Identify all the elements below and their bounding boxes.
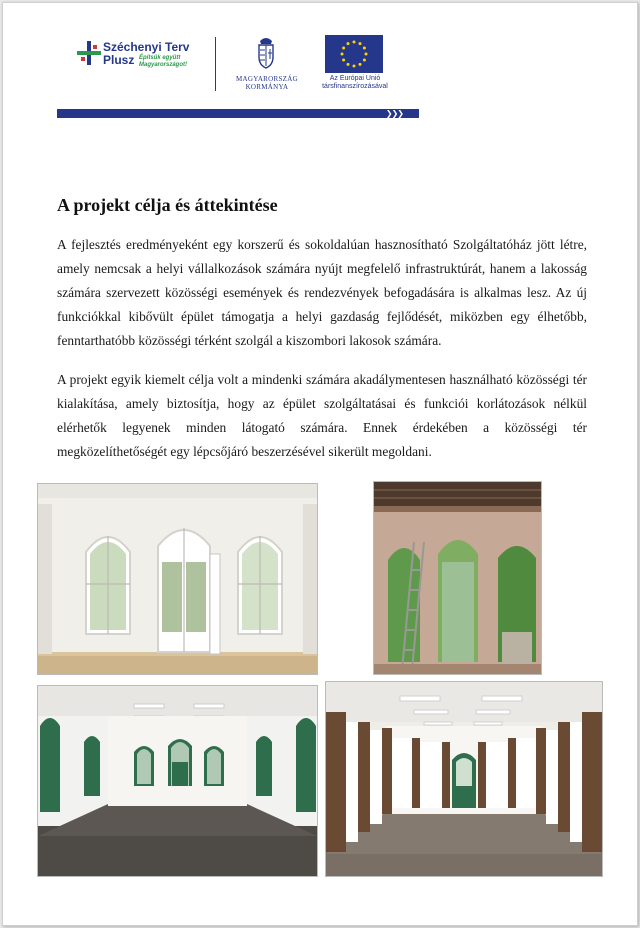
- photo-construction: [373, 481, 542, 675]
- photo-hall-curtains: [325, 681, 603, 877]
- paragraph-accessibility: A projekt egyik kiemelt célja volt a mindenki számára akadálymentesen használható közösségi tér kialakítása, amely biztosítja, hogy az épület szolgáltatásai és funkciói korlátozások nélkül elérhetők legyenek minden látogató számára. Ennek érdekében a közösségi tér megközelíthetőségét egy lépcsőjáró beszerzésével sikerült megoldani.: [57, 372, 587, 459]
- program-name: Széchenyi Terv: [103, 40, 190, 54]
- banner-divider: [215, 37, 216, 91]
- paragraph-overview: A fejlesztés eredményeként egy korszerű és sokoldalúan hasznosítható Szolgáltatóház jött létre, amely nemcsak a helyi vállalkozások számára nyújt megfelelő infrastruktúrát, hanem a lakosság számára szervezett közösségi események és rendezvények befogadására is alkalmas lesz. Az új funkciókkal kibővült épület támogatja a helyi gazdaság fejlődését, miközben egy élhetőbb, fenntarthatóbb közösségi térként szolgál a kiszombori lakosok számára.: [57, 237, 587, 348]
- program-name-plus: Plusz: [103, 53, 135, 67]
- banner-bar: [57, 109, 419, 118]
- funding-banner: [57, 17, 419, 119]
- program-tagline: Építsük együtt Magyarországot!: [139, 55, 188, 68]
- photo-renovated-hall: [37, 685, 318, 877]
- hungarian-coat-of-arms-icon: [255, 35, 277, 69]
- eu-flag-icon: [325, 35, 383, 73]
- document-page: [2, 2, 638, 926]
- section-title: A projekt célja és áttekintése: [57, 195, 278, 215]
- photo-interior-before: [37, 483, 318, 675]
- chevrons-icon: ❯❯❯: [385, 109, 403, 118]
- government-name: MAGYARORSZÁG KORMÁNYA: [236, 75, 298, 91]
- eu-cofinancing-text: Az Európai Unió társfinanszírozásával: [322, 75, 388, 90]
